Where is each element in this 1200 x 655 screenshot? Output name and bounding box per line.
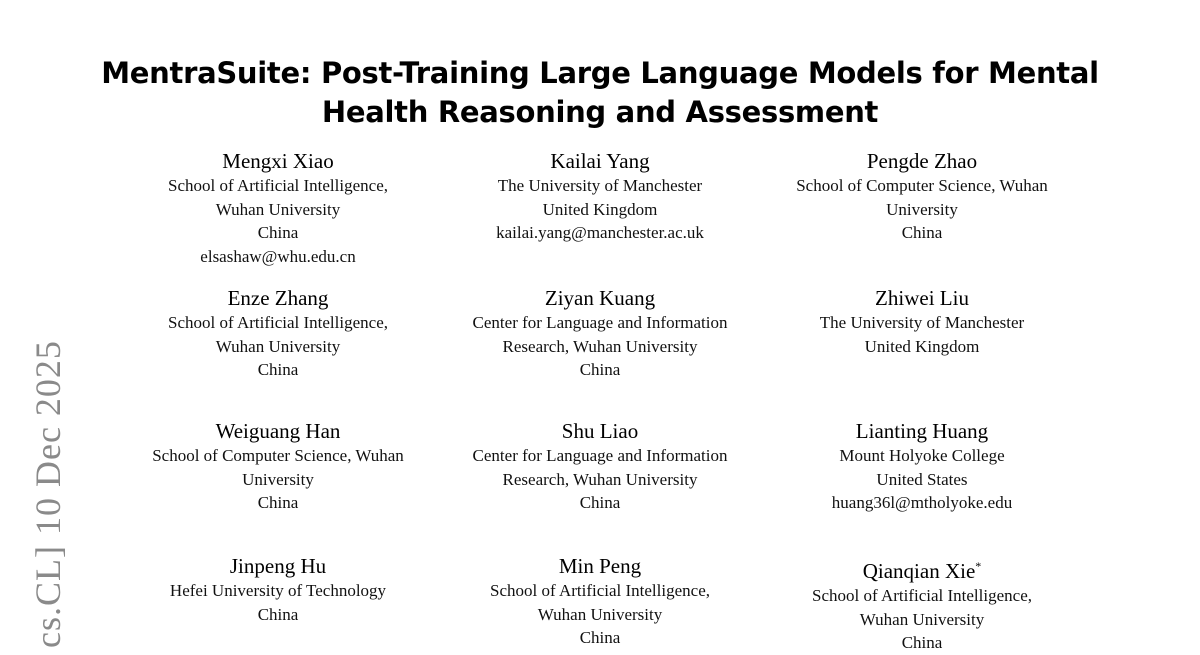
author-affiliation: School of Computer Science, Wuhan xyxy=(152,446,404,465)
author-name: Qianqian Xie xyxy=(862,559,976,583)
author-country: United States xyxy=(876,469,968,489)
author-name: Lianting Huang xyxy=(855,419,989,443)
author-country: United Kingdom xyxy=(864,336,980,356)
title-line-2: Health Reasoning and Assessment xyxy=(321,95,879,129)
author-affiliation: School of Artificial Intelligence, xyxy=(168,176,388,195)
author-affiliation: School of Computer Science, Wuhan xyxy=(796,176,1048,195)
author-name: Pengde Zhao xyxy=(866,149,978,173)
author-affiliation: School of Artificial Intelligence, xyxy=(168,313,388,332)
author-name: Mengxi Xiao xyxy=(222,149,334,173)
author-block xyxy=(445,285,755,382)
title-line-1: MentraSuite: Post-Training Large Language Models for Mental xyxy=(101,56,1099,90)
paper-title xyxy=(100,54,1100,132)
author-name: Weiguang Han xyxy=(215,419,341,443)
author-affiliation: The University of Manchester xyxy=(819,313,1025,332)
author-block xyxy=(767,285,1077,358)
author-name: Kailai Yang xyxy=(550,149,650,173)
author-block xyxy=(767,148,1077,245)
author-affiliation: The University of Manchester xyxy=(497,176,703,195)
author-block xyxy=(445,553,755,650)
author-affiliation: Mount Holyoke College xyxy=(839,446,1005,465)
author-name: Zhiwei Liu xyxy=(875,286,969,310)
author-affiliation: Research, Wuhan University xyxy=(502,469,698,489)
author-country: China xyxy=(257,360,299,379)
author-country: China xyxy=(579,360,621,379)
author-block xyxy=(767,553,1077,655)
author-block xyxy=(445,148,755,245)
author-affiliation: Wuhan University xyxy=(215,336,341,356)
author-affiliation: Wuhan University xyxy=(215,199,341,219)
corresponding-author-mark: * xyxy=(975,559,982,573)
author-block xyxy=(123,418,433,515)
author-affiliation: University xyxy=(886,199,958,219)
author-block xyxy=(767,418,1077,515)
author-country: China xyxy=(579,493,621,512)
author-name: Min Peng xyxy=(558,554,642,578)
author-country: China xyxy=(257,223,299,242)
author-email: elsashaw@whu.edu.cn xyxy=(200,246,356,266)
author-affiliation: School of Artificial Intelligence, xyxy=(812,586,1032,605)
author-block xyxy=(445,418,755,515)
author-block xyxy=(123,285,433,382)
author-name: Jinpeng Hu xyxy=(229,554,327,578)
author-affiliation: Center for Language and Information xyxy=(472,313,728,332)
author-name-row xyxy=(767,553,1077,584)
author-affiliation: Wuhan University xyxy=(859,609,985,629)
author-block xyxy=(123,553,433,626)
author-name: Enze Zhang xyxy=(227,286,329,310)
author-name: Ziyan Kuang xyxy=(544,286,656,310)
author-email: huang36l@mtholyoke.edu xyxy=(831,493,1013,512)
author-affiliation: Wuhan University xyxy=(537,604,663,624)
author-country: China xyxy=(901,223,943,242)
author-affiliation: Hefei University of Technology xyxy=(169,581,387,600)
author-affiliation: School of Artificial Intelligence, xyxy=(490,581,710,600)
author-country: United Kingdom xyxy=(542,199,658,219)
arxiv-side-stamp: cs.CL] 10 Dec 2025 xyxy=(28,340,68,648)
author-country: China xyxy=(257,604,299,624)
author-block xyxy=(123,148,433,268)
author-affiliation: University xyxy=(242,469,314,489)
author-email: kailai.yang@manchester.ac.uk xyxy=(496,223,704,242)
author-name: Shu Liao xyxy=(561,419,639,443)
author-affiliation: Research, Wuhan University xyxy=(502,336,698,356)
author-country: China xyxy=(579,628,621,647)
author-country: China xyxy=(257,493,299,512)
author-affiliation: Center for Language and Information xyxy=(472,446,728,465)
author-country: China xyxy=(901,633,943,652)
